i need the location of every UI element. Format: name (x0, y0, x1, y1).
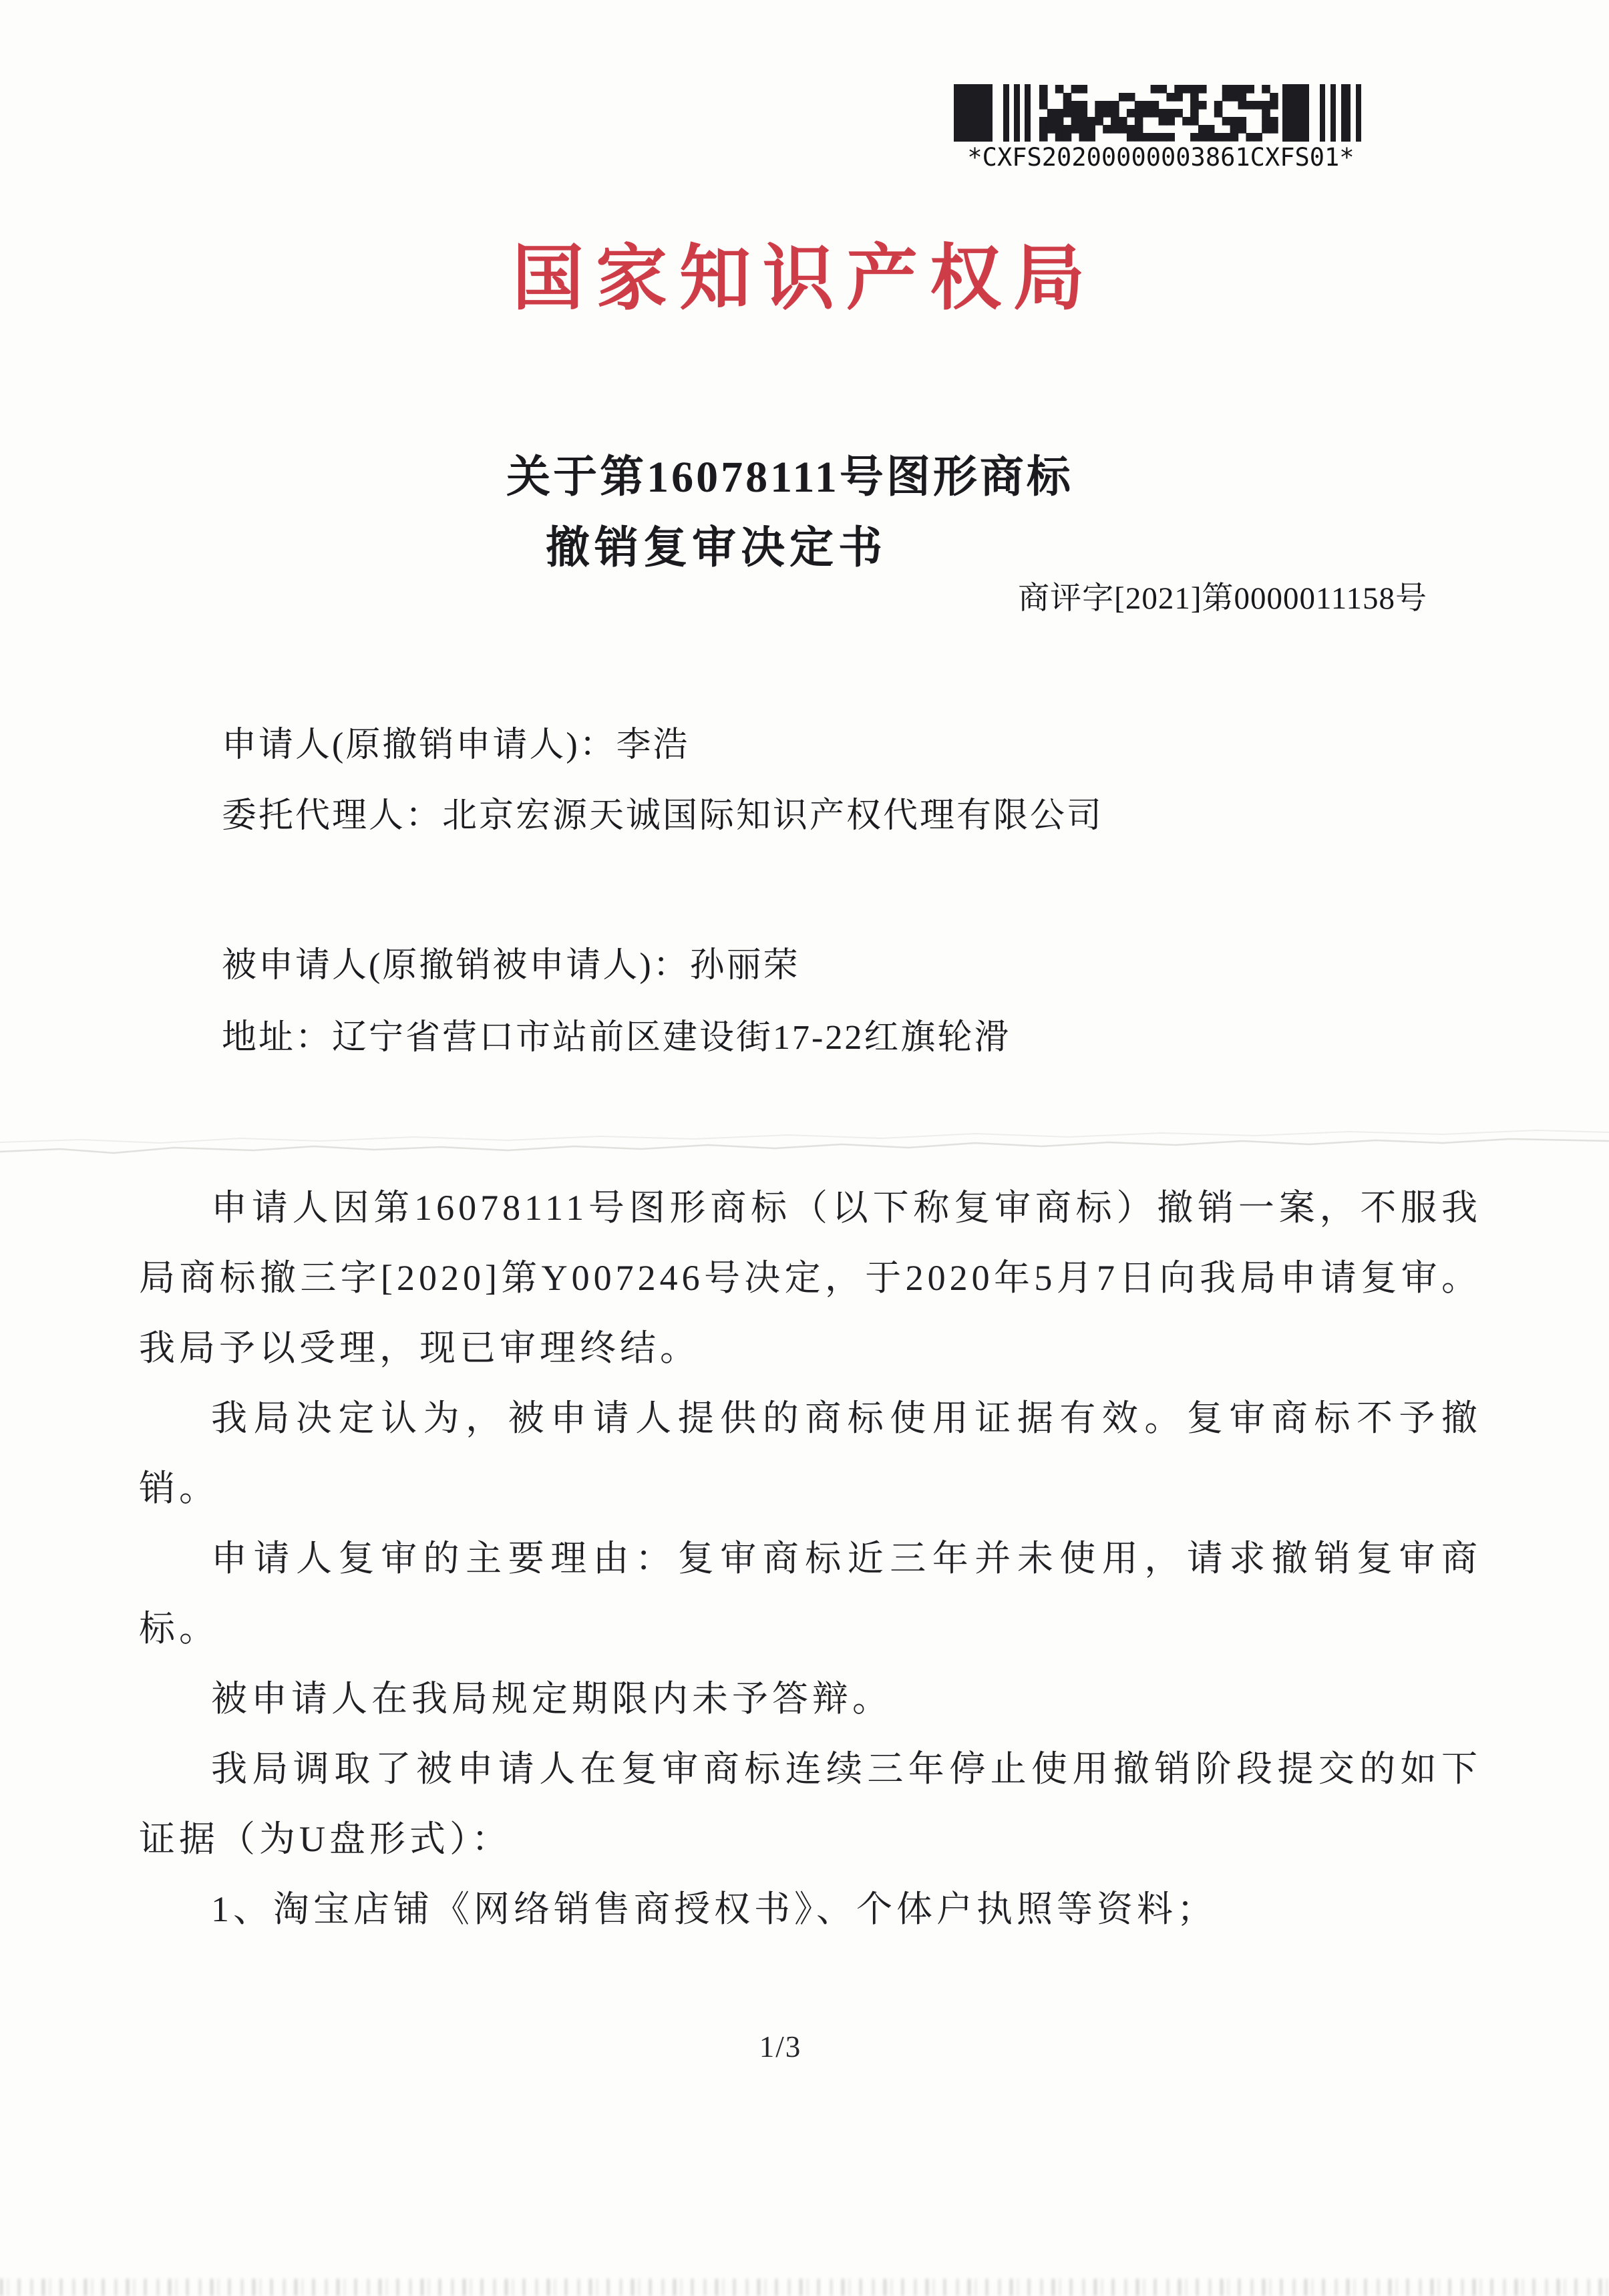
body-paragraph: 申请人因第16078111号图形商标（以下称复审商标）撤销一案，不服我局商标撤三字[2020]第Y007246号决定，于2020年5月7日向我局申请复审。我局予以受理，现已审理终结。 (139, 1188, 1481, 1368)
address-line: 地址：辽宁省营口市站前区建设街17-22红旗轮滑 (222, 1019, 1011, 1057)
agency-title: 国家知识产权局 (512, 240, 1097, 319)
body-paragraph: 被申请人在我局规定期限内未予答辩。 (211, 1679, 892, 1719)
body-paragraph: 申请人复审的主要理由：复审商标近三年并未使用，请求撤销复审商标。 (139, 1538, 1481, 1649)
decision-body (139, 1173, 1481, 1945)
document-title-line1: 关于第16078111号图形商标 (506, 453, 1073, 502)
barcode-block (954, 84, 1368, 172)
applicant-line: 申请人(原撤销申请人)：李浩 (222, 726, 690, 764)
respondent-line: 被申请人(原撤销被申请人)：孙丽荣 (222, 947, 800, 985)
document-title-line2: 撤销复审决定书 (546, 524, 887, 572)
page-number: 1/3 (759, 2030, 802, 2064)
barcode-icon (954, 84, 1367, 142)
barcode-value: *CXFS20200000003861CXFS01* (967, 143, 1355, 172)
body-paragraph: 我局决定认为，被申请人提供的商标使用证据有效。复审商标不予撤销。 (139, 1398, 1481, 1508)
scan-edge-artifact (0, 2279, 1609, 2296)
body-paragraph: 我局调取了被申请人在复审商标连续三年停止使用撤销阶段提交的如下证据（为U盘形式）： (139, 1749, 1481, 1859)
paper-crease-artifact (0, 1122, 1609, 1162)
reference-number: 商评字[2021]第0000011158号 (1018, 581, 1427, 616)
body-paragraph: 1、淘宝店铺《网络销售商授权书》、个体户执照等资料； (211, 1889, 1217, 1929)
agent-line: 委托代理人：北京宏源天诚国际知识产权代理有限公司 (222, 797, 1104, 835)
